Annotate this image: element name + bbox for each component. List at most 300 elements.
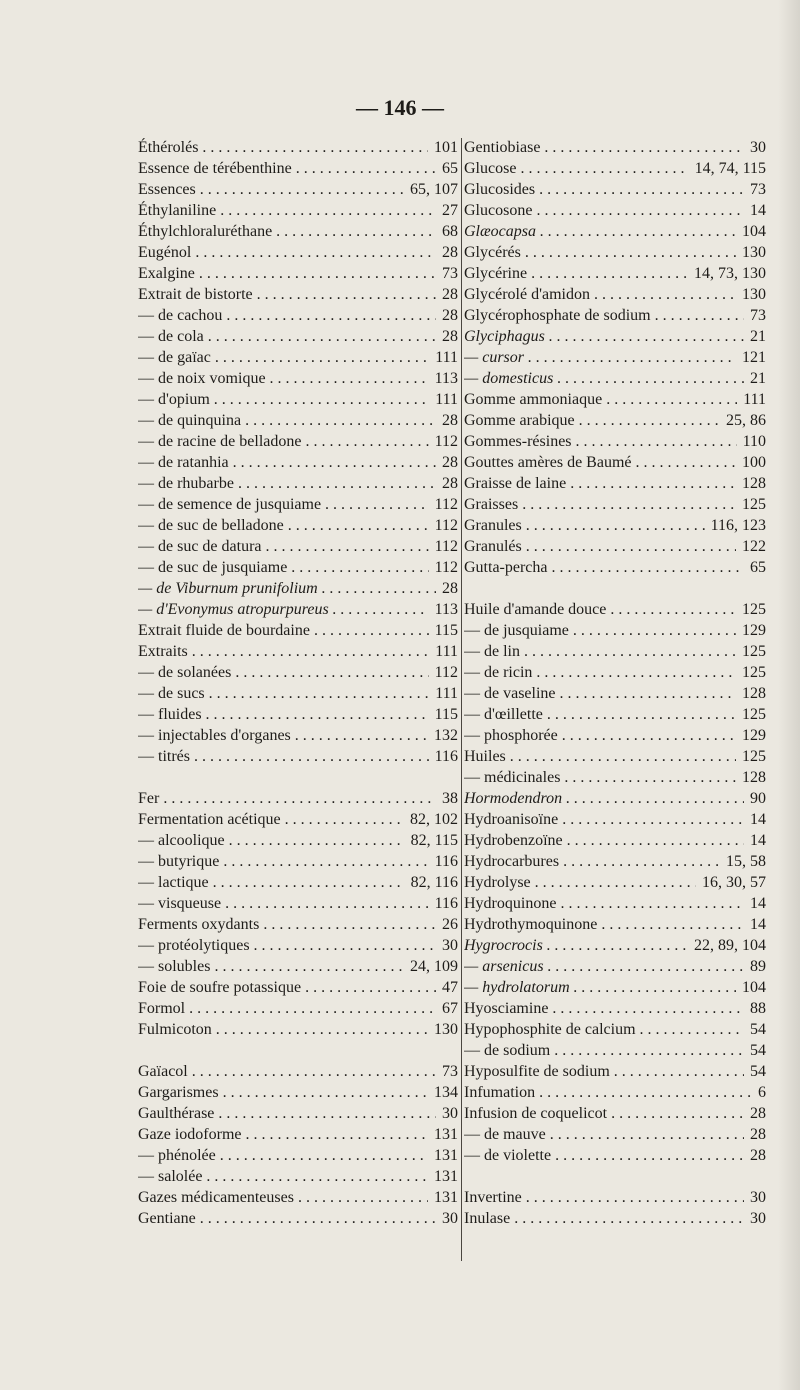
index-entry (464, 641, 766, 662)
index-entry (464, 662, 766, 683)
index-page-ref: 82, 116 (407, 872, 458, 893)
index-term: — de rhubarbe . . . (138, 473, 436, 494)
index-term: — de suc de jusquiame . . . (138, 557, 429, 578)
index-term: Foie de soufre potassique . . . (138, 977, 436, 998)
index-term: — de semence de jusquiame . . . (138, 494, 429, 515)
index-term: Eugénol . . . (138, 242, 436, 263)
index-term: Glycérine . . . (464, 263, 688, 284)
index-entry (464, 725, 766, 746)
index-entry (464, 326, 766, 347)
index-page-ref: 125 (738, 494, 766, 515)
index-term: Granulés . . . (464, 536, 736, 557)
index-term: — solubles . . . (138, 956, 404, 977)
index-entry (138, 137, 458, 158)
index-entry (138, 557, 458, 578)
index-spacer (138, 1040, 458, 1061)
index-page-ref: 128 (738, 683, 766, 704)
index-term: Hyposulfite de sodium . . . (464, 1061, 744, 1082)
index-entry (464, 956, 766, 977)
index-term: Extrait de bistorte . . . (138, 284, 436, 305)
index-entry (138, 284, 458, 305)
index-page-ref: 112 (431, 494, 458, 515)
index-term: Glæocapsa . . . (464, 221, 736, 242)
index-page-ref: 73 (746, 179, 766, 200)
index-entry (464, 200, 766, 221)
index-entry (138, 641, 458, 662)
index-page-ref: 116 (431, 851, 458, 872)
index-page-ref: 116, 123 (707, 515, 766, 536)
index-entry (138, 830, 458, 851)
index-page-ref: 112 (431, 536, 458, 557)
index-page-ref: 131 (430, 1166, 458, 1187)
index-page-ref: 30 (438, 935, 458, 956)
index-term: Essence de térébenthine . . . (138, 158, 436, 179)
index-page-ref: 65, 107 (406, 179, 458, 200)
index-term: Glycérolé d'amidon . . . (464, 284, 736, 305)
index-entry (138, 452, 458, 473)
index-entry (138, 704, 458, 725)
index-term: — de cachou . . . (138, 305, 436, 326)
index-page-ref: 68 (438, 221, 458, 242)
index-entry (138, 158, 458, 179)
index-page-ref: 101 (430, 137, 458, 158)
index-page-ref: 111 (739, 389, 766, 410)
index-term: Glycérophosphate de sodium . . . (464, 305, 744, 326)
index-page-ref: 25, 86 (722, 410, 766, 431)
index-page-ref: 27 (438, 200, 458, 221)
index-entry (138, 956, 458, 977)
index-term: Graisse de laine . . . (464, 473, 736, 494)
column-divider (461, 138, 462, 1261)
index-page-ref: 30 (746, 137, 766, 158)
index-spacer (138, 767, 458, 788)
index-entry (138, 1061, 458, 1082)
index-term: — de Viburnum prunifolium . . . (138, 578, 436, 599)
index-page-ref: 30 (746, 1187, 766, 1208)
index-page-ref: 28 (438, 578, 458, 599)
index-column-right (464, 137, 766, 1229)
index-entry (464, 305, 766, 326)
index-page-ref: 82, 102 (406, 809, 458, 830)
index-entry (138, 725, 458, 746)
index-term: Gaïacol . . . (138, 1061, 436, 1082)
index-page-ref: 14 (746, 914, 766, 935)
index-page-ref: 21 (746, 368, 766, 389)
index-entry (138, 788, 458, 809)
index-entry (464, 494, 766, 515)
index-page-ref: 30 (746, 1208, 766, 1229)
index-page-ref: 111 (431, 683, 458, 704)
index-page-ref: 89 (746, 956, 766, 977)
index-spacer (464, 1166, 766, 1187)
index-term: — injectables d'organes . . . (138, 725, 428, 746)
index-term: Huiles . . . (464, 746, 736, 767)
index-term: Hydrolyse . . . (464, 872, 696, 893)
index-page-ref: 116 (431, 893, 458, 914)
index-entry (464, 599, 766, 620)
index-entry (138, 368, 458, 389)
index-page-ref: 28 (746, 1124, 766, 1145)
index-term: — fluides . . . (138, 704, 429, 725)
index-term: Hyosciamine . . . (464, 998, 744, 1019)
index-term: Gomme arabique . . . (464, 410, 720, 431)
index-page-ref: 130 (738, 242, 766, 263)
index-page-ref: 128 (738, 473, 766, 494)
index-page-ref: 14, 73, 130 (690, 263, 766, 284)
index-term: — hydrolatorum . . . (464, 977, 736, 998)
index-entry (464, 914, 766, 935)
index-page-ref: 28 (438, 242, 458, 263)
index-entry (138, 1019, 458, 1040)
index-entry (464, 809, 766, 830)
index-page-ref: 131 (430, 1187, 458, 1208)
index-entry (138, 179, 458, 200)
index-page-ref: 82, 115 (407, 830, 458, 851)
index-entry (464, 704, 766, 725)
index-page-ref: 28 (438, 305, 458, 326)
index-page-ref: 28 (438, 284, 458, 305)
index-term: Ferments oxydants . . . (138, 914, 436, 935)
index-entry (464, 557, 766, 578)
index-entry (464, 515, 766, 536)
index-entry (464, 620, 766, 641)
index-entry (138, 1166, 458, 1187)
index-term: Hydrothymoquinone . . . (464, 914, 744, 935)
index-term: Graisses . . . (464, 494, 736, 515)
index-page-ref: 125 (738, 746, 766, 767)
index-term: — de suc de datura . . . (138, 536, 429, 557)
index-page-ref: 129 (738, 620, 766, 641)
index-page-ref: 24, 109 (406, 956, 458, 977)
index-entry (138, 683, 458, 704)
index-term: Glucosone . . . (464, 200, 744, 221)
index-entry (464, 935, 766, 956)
index-page-ref: 65 (438, 158, 458, 179)
index-page-ref: 129 (738, 725, 766, 746)
index-entry (138, 326, 458, 347)
index-page-ref: 28 (746, 1145, 766, 1166)
index-page-ref: 112 (431, 662, 458, 683)
index-term: Hygrocrocis . . . (464, 935, 688, 956)
index-page-ref: 54 (746, 1019, 766, 1040)
index-term: Glucosides . . . (464, 179, 744, 200)
index-term: Gutta-percha . . . (464, 557, 744, 578)
index-term: Infumation . . . (464, 1082, 752, 1103)
index-entry (464, 851, 766, 872)
index-page-ref: 26 (438, 914, 458, 935)
index-entry (138, 998, 458, 1019)
index-entry (138, 347, 458, 368)
index-entry (138, 242, 458, 263)
index-page-ref: 21 (746, 326, 766, 347)
index-term: — de cola . . . (138, 326, 436, 347)
index-page-ref: 30 (438, 1208, 458, 1229)
index-entry (138, 515, 458, 536)
page-edge-shadow (778, 0, 800, 1390)
index-term: Glycérés . . . (464, 242, 736, 263)
index-column-left (138, 137, 458, 1229)
index-entry (138, 221, 458, 242)
index-page-ref: 132 (430, 725, 458, 746)
index-page-ref: 15, 58 (722, 851, 766, 872)
index-term: Gargarismes . . . (138, 1082, 428, 1103)
index-entry (138, 1187, 458, 1208)
index-entry (464, 788, 766, 809)
index-term: Glucose . . . (464, 158, 689, 179)
index-page-ref: 28 (438, 473, 458, 494)
index-term: — lactique . . . (138, 872, 405, 893)
index-page-ref: 28 (438, 326, 458, 347)
index-entry (138, 1208, 458, 1229)
index-term: — de solanées . . . (138, 662, 429, 683)
index-page-ref: 115 (431, 704, 458, 725)
index-entry (138, 914, 458, 935)
index-page-ref: 22, 89, 104 (690, 935, 766, 956)
index-entry (464, 1124, 766, 1145)
index-term: Hydroanisoïne . . . (464, 809, 744, 830)
index-page-ref: 6 (754, 1082, 766, 1103)
index-entry (464, 536, 766, 557)
index-entry (464, 1061, 766, 1082)
index-term: Fermentation acétique . . . (138, 809, 404, 830)
index-page-ref: 14 (746, 893, 766, 914)
index-term: Éthylaniline . . . (138, 200, 436, 221)
index-entry (464, 137, 766, 158)
index-page-ref: 130 (430, 1019, 458, 1040)
index-entry (464, 1187, 766, 1208)
index-page-ref: 73 (746, 305, 766, 326)
index-entry (464, 1145, 766, 1166)
index-entry (464, 263, 766, 284)
index-page-ref: 16, 30, 57 (698, 872, 766, 893)
index-page-ref: 14 (746, 809, 766, 830)
index-entry (138, 893, 458, 914)
index-page-ref: 90 (746, 788, 766, 809)
index-page-ref: 125 (738, 704, 766, 725)
index-entry (464, 473, 766, 494)
index-page-ref: 104 (738, 221, 766, 242)
page-number: — 146 — (356, 95, 444, 120)
index-term: Fulmicoton . . . (138, 1019, 428, 1040)
index-term: — phosphorée . . . (464, 725, 736, 746)
index-page-ref: 28 (438, 410, 458, 431)
index-page-ref: 113 (431, 368, 458, 389)
index-entry (138, 431, 458, 452)
index-page-ref: 14 (746, 830, 766, 851)
index-term: Gentiane . . . (138, 1208, 436, 1229)
index-page-ref: 14, 74, 115 (691, 158, 766, 179)
index-entry (138, 1124, 458, 1145)
index-entry (464, 893, 766, 914)
index-term: — de mauve . . . (464, 1124, 744, 1145)
index-term: Formol . . . (138, 998, 436, 1019)
index-term: — salolée . . . (138, 1166, 428, 1187)
index-term: Gouttes amères de Baumé . . . (464, 452, 736, 473)
index-page-ref: 111 (431, 641, 458, 662)
index-term: — de racine de belladone . . . (138, 431, 429, 452)
index-entry (464, 1103, 766, 1124)
index-entry (464, 830, 766, 851)
index-entry (464, 242, 766, 263)
index-term: Gommes-résines . . . (464, 431, 737, 452)
index-term: — d'opium . . . (138, 389, 429, 410)
index-entry (138, 599, 458, 620)
index-entry (138, 809, 458, 830)
index-entry (138, 389, 458, 410)
index-term: Huile d'amande douce . . . (464, 599, 736, 620)
index-page-ref: 115 (431, 620, 458, 641)
index-term: — de ratanhia . . . (138, 452, 436, 473)
index-entry (464, 452, 766, 473)
index-term: — titrés . . . (138, 746, 429, 767)
index-term: Inulase . . . (464, 1208, 744, 1229)
index-page-ref: 112 (431, 431, 458, 452)
index-entry (464, 746, 766, 767)
index-page-ref: 47 (438, 977, 458, 998)
index-entry (138, 494, 458, 515)
index-page-ref: 67 (438, 998, 458, 1019)
index-entry (464, 998, 766, 1019)
index-entry (138, 662, 458, 683)
index-entry (138, 1145, 458, 1166)
index-term: Gaulthérase . . . (138, 1103, 436, 1124)
index-entry (464, 284, 766, 305)
index-page-ref: 88 (746, 998, 766, 1019)
index-page-ref: 128 (738, 767, 766, 788)
index-entry (464, 872, 766, 893)
index-page-ref: 38 (438, 788, 458, 809)
index-entry (464, 368, 766, 389)
index-page-ref: 54 (746, 1061, 766, 1082)
index-entry (138, 305, 458, 326)
index-entry (464, 389, 766, 410)
index-page-ref: 73 (438, 1061, 458, 1082)
index-page-ref: 54 (746, 1040, 766, 1061)
index-term: — de ricin . . . (464, 662, 736, 683)
index-entry (464, 158, 766, 179)
index-page-ref: 110 (739, 431, 766, 452)
index-page-ref: 125 (738, 599, 766, 620)
index-term: — médicinales . . . (464, 767, 736, 788)
index-entry (138, 851, 458, 872)
index-term: — de violette . . . (464, 1145, 744, 1166)
index-term: — domesticus . . . (464, 368, 744, 389)
index-page-ref: 116 (431, 746, 458, 767)
index-term: Infusion de coquelicot . . . (464, 1103, 744, 1124)
index-page-ref: 125 (738, 662, 766, 683)
index-entry (464, 431, 766, 452)
index-page-ref: 65 (746, 557, 766, 578)
index-page-ref: 14 (746, 200, 766, 221)
index-entry (464, 977, 766, 998)
index-entry (464, 347, 766, 368)
index-term: — alcoolique . . . (138, 830, 405, 851)
index-term: — de noix vomique . . . (138, 368, 429, 389)
index-entry (464, 1208, 766, 1229)
index-page-ref: 130 (738, 284, 766, 305)
index-term: Hydroquinone . . . (464, 893, 744, 914)
index-term: Essences . . . (138, 179, 404, 200)
index-term: Éthylchloraluréthane . . . (138, 221, 436, 242)
index-page-ref: 111 (431, 347, 458, 368)
index-term: Hydrocarbures . . . (464, 851, 720, 872)
index-entry (138, 935, 458, 956)
index-entry (138, 473, 458, 494)
index-page-ref: 125 (738, 641, 766, 662)
index-term: — protéolytiques . . . (138, 935, 436, 956)
index-term: Gentiobiase . . . (464, 137, 744, 158)
index-term: Invertine . . . (464, 1187, 744, 1208)
index-term: Gomme ammoniaque . . . (464, 389, 737, 410)
index-term: Fer . . . (138, 788, 436, 809)
index-term: — d'Evonymus atropurpureus . . . (138, 599, 429, 620)
index-page-ref: 111 (431, 389, 458, 410)
index-term: — de vaseline . . . (464, 683, 736, 704)
index-term: — visqueuse . . . (138, 893, 429, 914)
index-term: Exalgine . . . (138, 263, 436, 284)
index-entry (464, 1040, 766, 1061)
index-term: Hypophosphite de calcium . . . (464, 1019, 744, 1040)
index-page-ref: 122 (738, 536, 766, 557)
index-term: Gaze iodoforme . . . (138, 1124, 428, 1145)
index-entry (464, 179, 766, 200)
index-entry (138, 410, 458, 431)
index-page-ref: 112 (431, 557, 458, 578)
index-term: — phénolée . . . (138, 1145, 428, 1166)
index-term: — arsenicus . . . (464, 956, 744, 977)
index-term: Hydrobenzoïne . . . (464, 830, 744, 851)
index-page-ref: 121 (738, 347, 766, 368)
index-term: Granules . . . (464, 515, 705, 536)
index-entry (138, 977, 458, 998)
index-entry (138, 620, 458, 641)
index-entry (138, 1103, 458, 1124)
index-page-ref: 131 (430, 1124, 458, 1145)
index-term: — de lin . . . (464, 641, 736, 662)
index-entry (464, 221, 766, 242)
index-entry (464, 1019, 766, 1040)
index-entry (464, 410, 766, 431)
index-entry (464, 683, 766, 704)
index-term: Gazes médicamenteuses . . . (138, 1187, 428, 1208)
index-page-ref: 131 (430, 1145, 458, 1166)
index-page-ref: 113 (431, 599, 458, 620)
index-page-ref: 73 (438, 263, 458, 284)
index-page-ref: 112 (431, 515, 458, 536)
index-term: — de suc de belladone . . . (138, 515, 429, 536)
index-term: Glyciphagus . . . (464, 326, 744, 347)
index-term: — de sucs . . . (138, 683, 429, 704)
index-page-ref: 104 (738, 977, 766, 998)
index-term: Éthérolés . . . (138, 137, 428, 158)
index-term: — de gaïac . . . (138, 347, 429, 368)
index-entry (138, 1082, 458, 1103)
index-term: Extrait fluide de bourdaine . . . (138, 620, 429, 641)
index-entry (138, 263, 458, 284)
index-page-ref: 134 (430, 1082, 458, 1103)
index-entry (464, 767, 766, 788)
index-term: — butyrique . . . (138, 851, 429, 872)
index-term: — de jusquiame . . . (464, 620, 736, 641)
index-term: — de quinquina . . . (138, 410, 436, 431)
index-page-ref: 100 (738, 452, 766, 473)
index-term: Hormodendron . . . (464, 788, 744, 809)
index-entry (138, 872, 458, 893)
index-entry (464, 1082, 766, 1103)
index-page-ref: 30 (438, 1103, 458, 1124)
index-entry (138, 536, 458, 557)
index-entry (138, 746, 458, 767)
